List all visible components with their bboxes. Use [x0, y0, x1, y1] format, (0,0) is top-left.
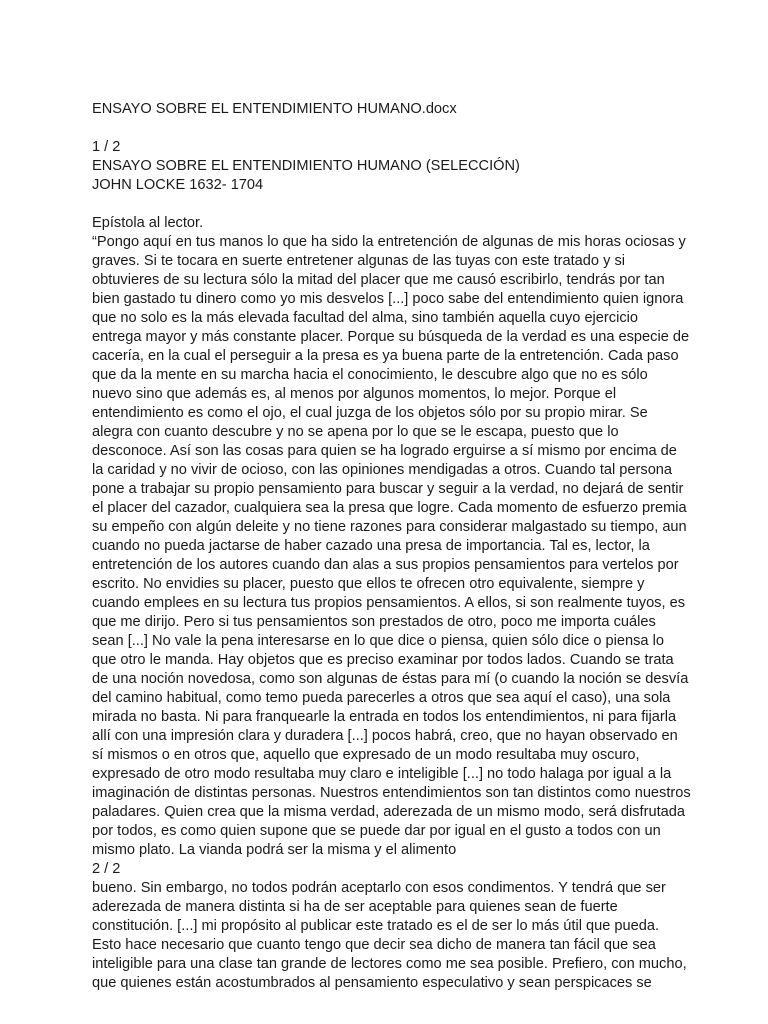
body-text-line: desconoce. Así son las cosas para quien se ha logrado erguirse a sí mismo por encima de — [92, 443, 677, 459]
body-text-line: aderezada de manera distinta si ha de ser aceptable para quienes sean de fuerte — [92, 899, 618, 915]
body-text-line: mirada no basta. Ni para franquearle la entrada en todos los entendimientos, ni para fijarla — [92, 709, 677, 725]
body-text-line: entretención de los autores cuando dan alas a sus propios pensamientos para vertelos por — [92, 557, 679, 573]
body-text-line: imaginación de distintas personas. Nuestros entendimientos son tan distintos como nuestros — [92, 785, 691, 801]
body-text-line: cuando no pueda jactarse de haber cazado una presa de importancia. Tal es, lector, la — [92, 538, 650, 554]
body-text-line: que no solo es la más elevada facultad del alma, sino también aquella cuyo ejercicio — [92, 310, 638, 326]
body-text-line: sean [...] No vale la pena interesarse en lo que dice o piensa, quien sólo dice o piensa lo — [92, 633, 664, 649]
body-text-line: escrito. No envidies su placer, puesto que ellos te ofrecen otro equivalente, siempre y — [92, 576, 645, 592]
spacer — [92, 119, 682, 138]
body-text-line: bueno. Sin embargo, no todos podrán aceptarlo con esos condimentos. Y tendrá que ser — [92, 880, 666, 896]
body-text-line: que da la mente en su marcha hacia el conocimiento, le descubre algo que no es sólo — [92, 367, 648, 383]
body-text-line: bien gastado tu dinero como yo mis desvelos [...] poco sabe del entendimiento quien ignora — [92, 291, 684, 307]
body-text-line: su empeño con algún deleite y no tiene razones para considerar malgastado su tiempo, aun — [92, 519, 687, 535]
body-text-line: que quienes están acostumbrados al pensamiento especulativo y sean perspicaces se — [92, 975, 652, 991]
body-text-line: graves. Si te tocara en suerte entretener algunas de las tuyas con este tratado y si — [92, 253, 625, 269]
body-text-line: cacería, en la cual el perseguir a la presa es ya buena parte de la entretención. Cada paso — [92, 348, 679, 364]
page-1-body-text — [92, 233, 691, 860]
body-text-line: cuando emplees en su lectura tus propios pensamientos. A ellos, si son realmente tuyos, es — [92, 595, 686, 611]
file-title: ENSAYO SOBRE EL ENTENDIMIENTO HUMANO.docx — [92, 101, 457, 117]
body-text-line: nuevo sino que además es, al menos por algunos momentos, lo mejor. Porque el — [92, 386, 617, 402]
document-heading: ENSAYO SOBRE EL ENTENDIMIENTO HUMANO (SELECCIÓN) — [92, 158, 520, 174]
body-text-line: alegra con cuanto descubre y no se apena por lo que se le escapa, puesto que lo — [92, 424, 619, 440]
spacer — [92, 195, 682, 214]
body-text-line: paladares. Quien crea que la misma verdad, aderezada de un mismo modo, será disfrutada — [92, 804, 685, 820]
body-text-line: que otro le manda. Hay objetos que es preciso examinar por todos lados. Cuando se trata — [92, 652, 674, 668]
body-text-line: sí mismos o en otros que, aquello que expresado de un modo resultaba muy oscuro, — [92, 747, 640, 763]
body-text-line: “Pongo aquí en tus manos lo que ha sido la entretención de algunas de mis horas ociosas y — [92, 234, 686, 250]
body-text-line: constitución. [...] mi propósito al publicar este tratado es el de ser lo más útil que pueda. — [92, 918, 660, 934]
body-text-line: entendimiento es como el ojo, el cual juzga de los objetos sólo por su propio mirar. Se — [92, 405, 648, 421]
body-text-line: pone a trabajar su propio pensamiento para buscar y seguir a la verdad, no dejará de sentir — [92, 481, 684, 497]
page-marker-1: 1 / 2 — [92, 139, 121, 155]
page-2-body-text — [92, 879, 687, 993]
body-text-line: entrega mayor y más constante placer. Porque su búsqueda de la verdad es una especie de — [92, 329, 690, 345]
body-text-line: de una noción novedosa, como son algunas de éstas para mí (o cuando la noción se desvía — [92, 671, 689, 687]
body-text-line: Esto hace necesario que cuanto tengo que decir sea dicho de manera tan fácil que sea — [92, 937, 656, 953]
body-text-line: allí con una impresión clara y duradera [...] pocos habrá, creo, que no hayan observado en — [92, 728, 678, 744]
body-text-line: el placer del cazador, cualquiera sea la presa que logre. Cada momento de esfuerzo premia — [92, 500, 687, 516]
body-text-line: inteligible para una clase tan grande de lectores como me sea posible. Prefiero, con mucho, — [92, 956, 687, 972]
page-marker-2: 2 / 2 — [92, 861, 121, 877]
section-title: Epístola al lector. — [92, 215, 204, 231]
body-text-line: mismo plato. La vianda podrá ser la misma y el alimento — [92, 842, 457, 858]
body-text-line: la caridad y no vivir de ocioso, con las opiniones mendigadas a otros. Cuando tal persona — [92, 462, 673, 478]
body-text-line: expresado de otro modo resultaba muy claro e inteligible [...] no todo halaga por igual a la — [92, 766, 672, 782]
body-text-line: que me dirijo. Pero si tus pensamientos son prestados de otro, poco me importa cuáles — [92, 614, 656, 630]
body-text-line: por todos, es como quien supone que se puede dar por igual en el gusto a todos con un — [92, 823, 661, 839]
document-author: JOHN LOCKE 1632- 1704 — [92, 177, 264, 193]
document-page — [92, 100, 691, 993]
body-text-line: obtuvieres de su lectura sólo la mitad del placer que me causó escribirlo, tendrás por tan — [92, 272, 665, 288]
body-text-line: del camino habitual, como temo pueda parecerles a otros que sea aquí el caso), una sola — [92, 690, 671, 706]
